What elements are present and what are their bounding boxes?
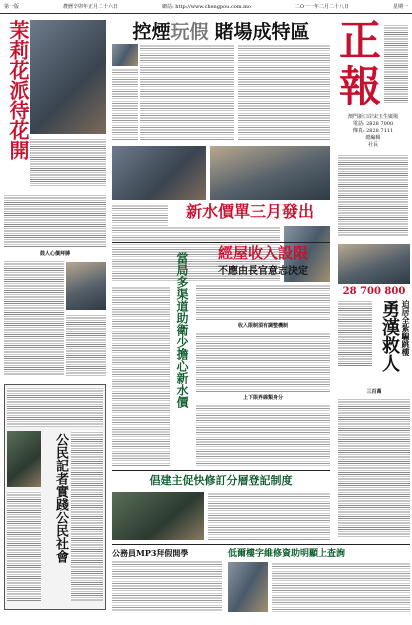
footer-divider bbox=[112, 544, 410, 545]
housing-subheading-1: 收入限制須有調整機制 bbox=[237, 323, 288, 329]
left-feature bbox=[4, 18, 106, 378]
left-bottom-text bbox=[7, 387, 103, 427]
weekday: 星期一 bbox=[392, 4, 408, 10]
left-feature-body-2 bbox=[4, 260, 64, 376]
masthead-info-5: 社長 bbox=[367, 142, 378, 148]
divider bbox=[112, 242, 330, 243]
left-feature-headline: 茉莉花派待花開 bbox=[6, 20, 30, 160]
water-photo-2 bbox=[210, 146, 330, 200]
website-link[interactable]: 網站: http://www.chengpou.com.mo bbox=[161, 4, 251, 10]
housing-body-1 bbox=[196, 284, 330, 320]
left-feature-section-heading: 鼓人心價拜膊 bbox=[39, 251, 70, 257]
top-story-body bbox=[112, 44, 330, 140]
masthead-info-3: 傳真: 2828 7111 bbox=[352, 128, 394, 134]
left-feature-text bbox=[30, 138, 106, 186]
left-bottom-text-3 bbox=[7, 491, 41, 601]
footer-right-body bbox=[272, 562, 410, 612]
housing-subheadline: 不應由長官意志決定 bbox=[218, 266, 308, 277]
masthead-info-text bbox=[338, 154, 408, 236]
vertical-story-body-left bbox=[112, 286, 170, 466]
mid-story-headline: 新水價單三月發出 bbox=[185, 202, 314, 221]
left-feature-photo bbox=[30, 20, 106, 134]
phone-number: 28 700 800 bbox=[342, 286, 406, 297]
page-number: 第一版 bbox=[4, 4, 20, 10]
masthead-info-1: 澳門新口岸宋玉生廣場 bbox=[347, 114, 398, 120]
left-bottom-headline: 公民記者實踐公民社會 bbox=[53, 433, 68, 563]
right-col-text-2 bbox=[338, 398, 410, 538]
headline-part-1: 控煙 bbox=[132, 20, 171, 43]
footer-right-photo bbox=[228, 562, 268, 612]
bottom-story-body bbox=[208, 492, 330, 540]
left-bottom-text-2 bbox=[71, 431, 103, 601]
left-feature-body-3 bbox=[66, 314, 106, 376]
top-story-col-1 bbox=[140, 44, 234, 140]
right-col-subheadline: 迫居全紮騙跳樓 bbox=[401, 300, 411, 356]
issue-date: 二O一一年二月二十八日 bbox=[294, 4, 349, 10]
footer-right-headline: 低爾樓字維修資助明顯上查詢 bbox=[228, 549, 346, 559]
left-feature-photo-2 bbox=[66, 262, 106, 310]
masthead-side-text bbox=[384, 24, 408, 104]
bottom-divider bbox=[112, 470, 330, 471]
masthead-title-1: 正 bbox=[338, 16, 381, 65]
lunar-date: 農曆辛卯年正月二十六日 bbox=[62, 4, 118, 10]
housing-body-2 bbox=[196, 332, 330, 392]
housing-headline: 經屋收入設限 bbox=[217, 244, 308, 262]
housing-body-3 bbox=[196, 404, 330, 466]
vertical-story-headline: 當局多渠道助衛少擔心新水價 bbox=[175, 252, 189, 408]
top-story-headline bbox=[112, 18, 330, 42]
left-bottom-box bbox=[4, 384, 106, 610]
headline-part-3: 賭場成特區 bbox=[214, 20, 310, 43]
right-col-text-1 bbox=[338, 300, 372, 366]
right-photo bbox=[338, 244, 410, 284]
headline-part-2: 玩假 bbox=[170, 20, 209, 43]
masthead-info-4: 總編輯 bbox=[365, 135, 381, 141]
housing-subheading-2: 上下限界線類身分 bbox=[242, 395, 283, 401]
bottom-story-headline: 倡建主促快修訂分層登記制度 bbox=[149, 474, 293, 487]
masthead-info-2: 電話: 2828 7000 bbox=[352, 121, 394, 127]
footer-left-headline: 公務員MP3拜假開學 bbox=[112, 548, 189, 558]
left-feature-body bbox=[4, 194, 106, 248]
footer-left-body bbox=[112, 560, 222, 612]
masthead bbox=[336, 18, 410, 238]
top-story-col-0 bbox=[112, 68, 138, 140]
top-bar bbox=[0, 0, 412, 14]
left-bottom-photo bbox=[7, 431, 41, 487]
water-photo-1 bbox=[112, 146, 206, 200]
top-story-col-2 bbox=[238, 44, 330, 140]
masthead-title-2: 報 bbox=[338, 62, 381, 111]
right-col-tag: 三百萬 bbox=[366, 389, 382, 395]
top-story-photo bbox=[112, 44, 138, 66]
bottom-story-photo bbox=[112, 492, 204, 540]
right-col-headline: 勇漢救人 bbox=[379, 300, 400, 372]
housing-story-box bbox=[196, 244, 330, 280]
